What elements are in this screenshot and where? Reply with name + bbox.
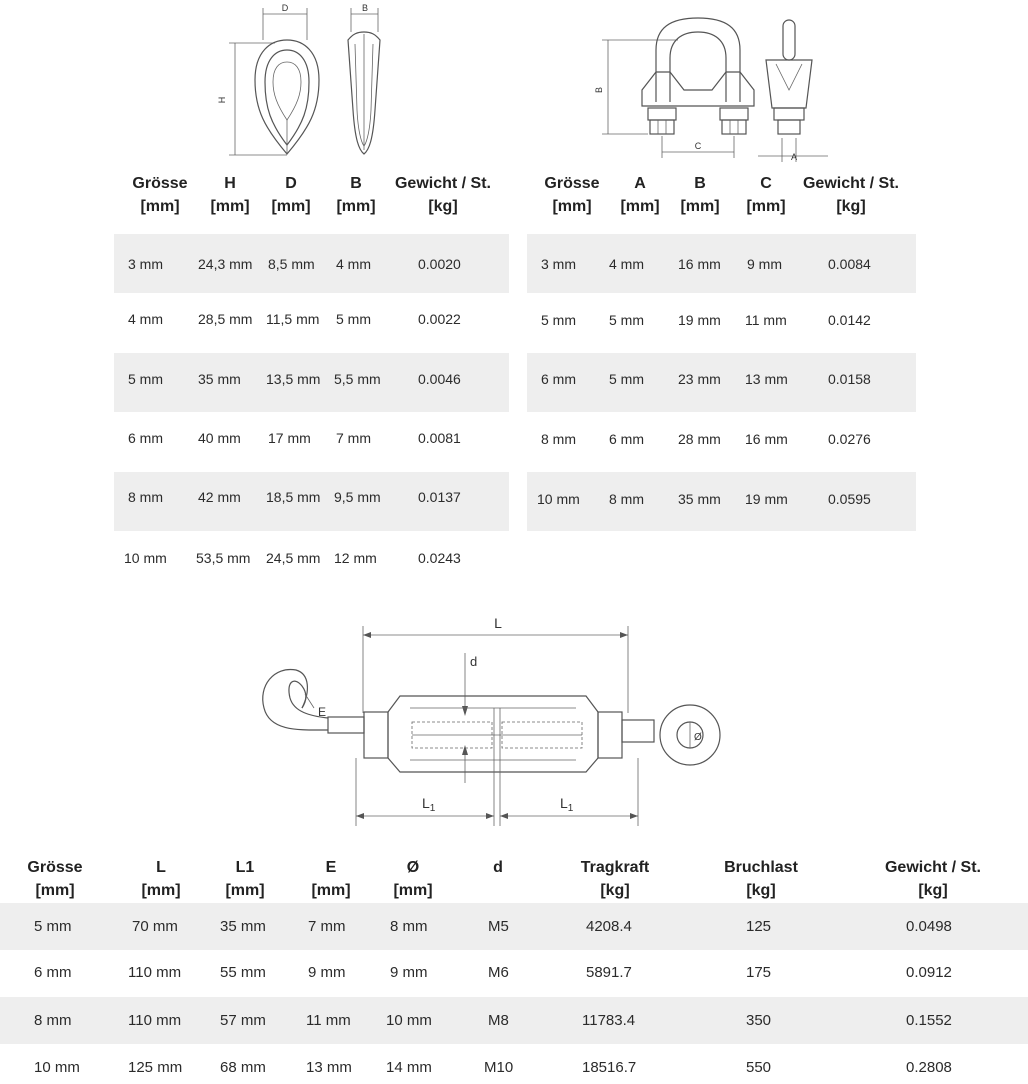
thimble-cell: 0.0081 bbox=[418, 430, 461, 446]
clip-cell: 0.0158 bbox=[828, 371, 871, 387]
thimble-cell: 53,5 mm bbox=[196, 550, 251, 566]
thimble-cell: 28,5 mm bbox=[198, 311, 253, 327]
thimble-cell: 4 mm bbox=[128, 311, 163, 327]
thimble-cell: 4 mm bbox=[336, 256, 371, 272]
turnbuckle-label-l: L bbox=[494, 615, 502, 631]
thimble-header-b: B [mm] bbox=[336, 175, 376, 215]
turnbuckle-cell: 35 mm bbox=[220, 918, 266, 935]
clip-cell: 0.0276 bbox=[828, 431, 871, 447]
thimble-diagram bbox=[215, 0, 405, 165]
turnbuckle-header-bruchlast: Bruchlast [kg] bbox=[724, 859, 798, 899]
clip-cell: 5 mm bbox=[609, 371, 644, 387]
thimble-cell: 8,5 mm bbox=[268, 256, 315, 272]
clip-cell: 4 mm bbox=[609, 256, 644, 272]
turnbuckle-header-phi: Ø [mm] bbox=[393, 859, 433, 899]
clip-label-c: C bbox=[694, 141, 702, 151]
clip-header-weight: Gewicht / St. [kg] bbox=[802, 175, 899, 215]
turnbuckle-cell: 8 mm bbox=[34, 1012, 72, 1029]
thimble-cell: 0.0022 bbox=[418, 311, 461, 327]
turnbuckle-cell: 11783.4 bbox=[582, 1012, 636, 1029]
clip-cell: 3 mm bbox=[541, 256, 576, 272]
thimble-header-d: D [mm] bbox=[271, 175, 311, 215]
clip-cell: 0.0142 bbox=[828, 312, 871, 328]
turnbuckle-cell: 6 mm bbox=[34, 964, 72, 981]
turnbuckle-cell: 7 mm bbox=[308, 918, 346, 935]
thimble-cell: 13,5 mm bbox=[266, 371, 321, 387]
clip-header-b: B [mm] bbox=[680, 175, 720, 215]
thimble-cell: 3 mm bbox=[128, 256, 163, 272]
thimble-cell: 5 mm bbox=[336, 311, 371, 327]
clip-cell: 10 mm bbox=[537, 491, 580, 507]
clip-label-b: B bbox=[594, 86, 604, 94]
turnbuckle-cell: 8 mm bbox=[390, 918, 428, 935]
thimble-cell: 17 mm bbox=[268, 430, 311, 446]
turnbuckle-cell: 175 bbox=[746, 964, 772, 981]
turnbuckle-label-l1-left: $L_1$ bbox=[422, 795, 436, 814]
turnbuckle-cell: 11 mm bbox=[306, 1012, 351, 1029]
clip-cell: 35 mm bbox=[678, 491, 721, 507]
clip-cell: 19 mm bbox=[678, 312, 721, 328]
turnbuckle-cell: M8 bbox=[488, 1012, 509, 1029]
turnbuckle-label-d: d bbox=[470, 654, 478, 669]
clip-cell: 0.0084 bbox=[828, 256, 871, 272]
thimble-cell: 8 mm bbox=[128, 489, 163, 505]
turnbuckle-cell: M6 bbox=[488, 964, 509, 981]
turnbuckle-cell: 125 mm bbox=[128, 1059, 183, 1076]
thimble-cell: 6 mm bbox=[128, 430, 163, 446]
clip-cell: 0.0595 bbox=[828, 491, 871, 507]
turnbuckle-cell: 125 bbox=[746, 918, 772, 935]
thimble-label-b: B bbox=[361, 3, 369, 13]
clip-cell: 13 mm bbox=[745, 371, 788, 387]
thimble-cell: 10 mm bbox=[124, 550, 167, 566]
thimble-label-h: H bbox=[217, 96, 227, 104]
thimble-cell: 5 mm bbox=[128, 371, 163, 387]
thimble-cell: 12 mm bbox=[334, 550, 377, 566]
clip-cell: 16 mm bbox=[678, 256, 721, 272]
turnbuckle-cell: 0.0498 bbox=[906, 918, 952, 935]
turnbuckle-cell: M5 bbox=[488, 918, 509, 935]
turnbuckle-cell: 5 mm bbox=[34, 918, 72, 935]
thimble-cell: 5,5 mm bbox=[334, 371, 381, 387]
turnbuckle-cell: 110 mm bbox=[128, 964, 182, 981]
turnbuckle-cell: 70 mm bbox=[132, 918, 178, 935]
clip-cell: 6 mm bbox=[541, 371, 576, 387]
thimble-cell: 24,5 mm bbox=[266, 550, 321, 566]
thimble-header-weight: Gewicht / St. [kg] bbox=[394, 175, 491, 215]
thimble-cell: 18,5 mm bbox=[266, 489, 321, 505]
turnbuckle-cell: 0.2808 bbox=[906, 1059, 952, 1076]
turnbuckle-header-d: d bbox=[493, 859, 503, 876]
thimble-cell: 0.0046 bbox=[418, 371, 461, 387]
thimble-cell: 11,5 mm bbox=[266, 311, 320, 327]
clip-cell: 5 mm bbox=[541, 312, 576, 328]
turnbuckle-header-tragkraft: Tragkraft [kg] bbox=[580, 859, 650, 899]
turnbuckle-cell: 5891.7 bbox=[586, 964, 632, 981]
turnbuckle-header-e: E [mm] bbox=[311, 859, 351, 899]
turnbuckle-header-l1: L1 [mm] bbox=[225, 859, 265, 899]
turnbuckle-header-l: L [mm] bbox=[141, 859, 181, 899]
clip-cell: 28 mm bbox=[678, 431, 721, 447]
clip-cell: 23 mm bbox=[678, 371, 721, 387]
turnbuckle-cell: 14 mm bbox=[386, 1059, 432, 1076]
thimble-cell: 9,5 mm bbox=[334, 489, 381, 505]
turnbuckle-label-l1-right: $L_1$ bbox=[560, 795, 574, 814]
thimble-cell: 35 mm bbox=[198, 371, 241, 387]
thimble-cell: 40 mm bbox=[198, 430, 241, 446]
turnbuckle-cell: M10 bbox=[484, 1059, 514, 1076]
turnbuckle-cell: 350 bbox=[746, 1012, 772, 1029]
turnbuckle-cell: 10 mm bbox=[386, 1012, 432, 1029]
clip-cell: 8 mm bbox=[541, 431, 576, 447]
clip-header-groesse: Grösse [mm] bbox=[544, 175, 600, 215]
turnbuckle-cell: 4208.4 bbox=[586, 918, 632, 935]
clip-cell: 16 mm bbox=[745, 431, 788, 447]
turnbuckle-cell: 9 mm bbox=[308, 964, 346, 981]
clip-header-c: C [mm] bbox=[746, 175, 786, 215]
turnbuckle-header-weight: Gewicht / St. [kg] bbox=[884, 859, 981, 899]
thimble-cell: 24,3 mm bbox=[198, 256, 253, 272]
turnbuckle-cell: 0.1552 bbox=[906, 1012, 952, 1029]
turnbuckle-cell: 68 mm bbox=[220, 1059, 266, 1076]
turnbuckle-cell: 10 mm bbox=[34, 1059, 80, 1076]
turnbuckle-cell: 550 bbox=[746, 1059, 772, 1076]
clip-cell: 11 mm bbox=[745, 312, 787, 328]
turnbuckle-cell: 13 mm bbox=[306, 1059, 352, 1076]
clip-cell: 19 mm bbox=[745, 491, 788, 507]
thimble-cell: 0.0020 bbox=[418, 256, 461, 272]
turnbuckle-cell: 9 mm bbox=[390, 964, 428, 981]
clip-cell: 6 mm bbox=[609, 431, 644, 447]
turnbuckle-diagram bbox=[250, 608, 750, 836]
thimble-header-h: H [mm] bbox=[210, 175, 250, 215]
thimble-cell: 42 mm bbox=[198, 489, 241, 505]
turnbuckle-header-groesse: Grösse [mm] bbox=[27, 859, 83, 899]
turnbuckle-label-phi: Ø bbox=[694, 732, 702, 743]
turnbuckle-cell: 0.0912 bbox=[906, 964, 952, 981]
turnbuckle-label-e: E bbox=[318, 705, 327, 719]
thimble-cell: 7 mm bbox=[336, 430, 371, 446]
turnbuckle-cell: 110 mm bbox=[128, 1012, 182, 1029]
thimble-header-groesse: Grösse [mm] bbox=[132, 175, 188, 215]
turnbuckle-cell: 57 mm bbox=[220, 1012, 266, 1029]
clip-header-a: A [mm] bbox=[620, 175, 660, 215]
clip-cell: 5 mm bbox=[609, 312, 644, 328]
turnbuckle-cell: 18516.7 bbox=[582, 1059, 637, 1076]
clip-label-a: A bbox=[790, 152, 798, 162]
thimble-label-d: D bbox=[281, 3, 289, 13]
thimble-cell: 0.0243 bbox=[418, 550, 461, 566]
clip-cell: 8 mm bbox=[609, 491, 644, 507]
clip-cell: 9 mm bbox=[747, 256, 782, 272]
turnbuckle-cell: 55 mm bbox=[220, 964, 266, 981]
thimble-cell: 0.0137 bbox=[418, 489, 461, 505]
wire-clip-diagram bbox=[594, 10, 848, 170]
